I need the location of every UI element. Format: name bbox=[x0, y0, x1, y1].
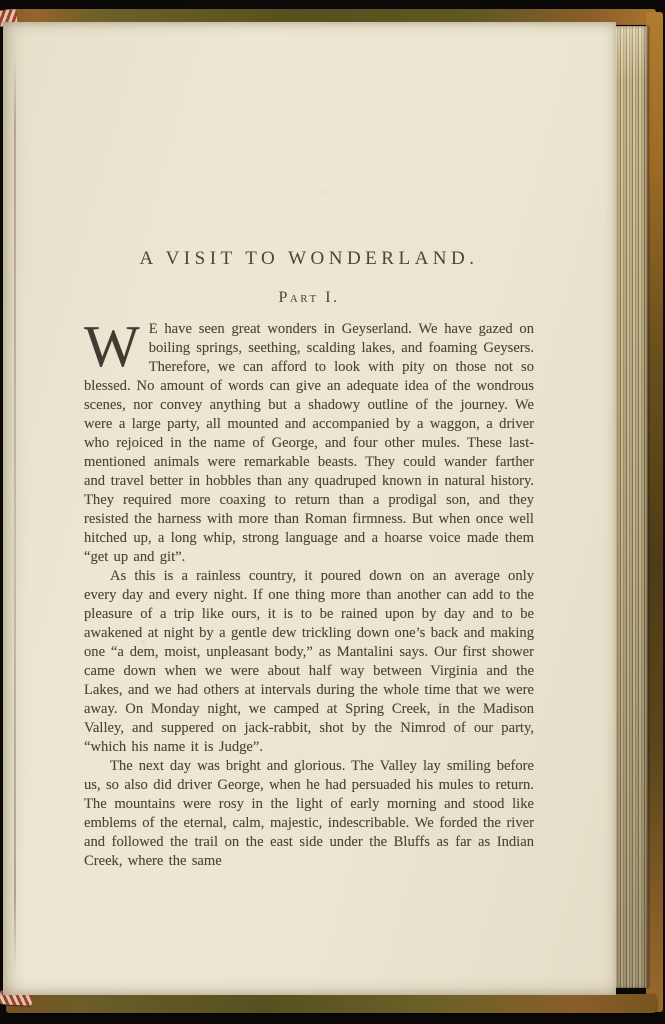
paragraph bbox=[84, 313, 534, 567]
page-gutter-crease bbox=[14, 56, 16, 969]
book-cover-right-edge bbox=[646, 12, 663, 1012]
paragraph: The next day was bright and glorious. The Valley lay smiling before us, so also did driver George, when he had persuaded his mules to return. The mountains were rosy in the light of early morning and stood like emblems of the eternal, calm, majestic, indescribable. We forded the river and followed the trail on the east side under the Bluffs as far as Indian Creek, where the same bbox=[84, 758, 534, 869]
part-heading: Part I. bbox=[278, 289, 340, 306]
paragraph: As this is a rainless country, it poured down on an average only every day and every night. If one thing more than another can add to the pleasure of a trip like ours, it is to be rained upon by day and to be awakened at night by a gentle dew trickling down one’s back and making one “a dem, moist, unpleasant body,” as Mantalini says. Our first shower came down when we were about half way between Virginia and the Lakes, and we had others at intervals during the whole time that we were away. On Monday night, we camped at Spring Creek, in the Madison Valley, and suppered on jack-rabbit, shot by the Nimrod of our party, “which his name it is Judge”. bbox=[84, 568, 534, 755]
page-text-block bbox=[84, 248, 534, 871]
drop-cap: W bbox=[84, 313, 140, 379]
page-fore-edge-stack bbox=[615, 26, 648, 988]
book-cover-bottom-edge bbox=[6, 994, 656, 1013]
paragraph-text: E have seen great wonders in Geyserland. We have gazed on boiling springs, seething, scalding lakes, and foaming Geysers. Therefore, we can afford to look with pity on those not so blessed. No amount of words can give an adequate idea of the wondrous scenes, nor convey anything but a shadowy outline of the journey. We were a large party, all mounted and accompanied by a waggon, a driver who rejoiced in the name of George, and four other mules. These last-mentioned animals were remarkable beasts. They could wander farther and travel better in hobbles than any quadruped known in natural history. They required more coaxing to return than a prodigal son, and they resisted the harness with more than Roman firmness. But when once well hitched up, a long whip, strong language and a hoarse voice made them “get up and git”. bbox=[84, 321, 534, 565]
page-title: A VISIT TO WONDERLAND. bbox=[139, 248, 479, 269]
book-page bbox=[3, 22, 616, 995]
